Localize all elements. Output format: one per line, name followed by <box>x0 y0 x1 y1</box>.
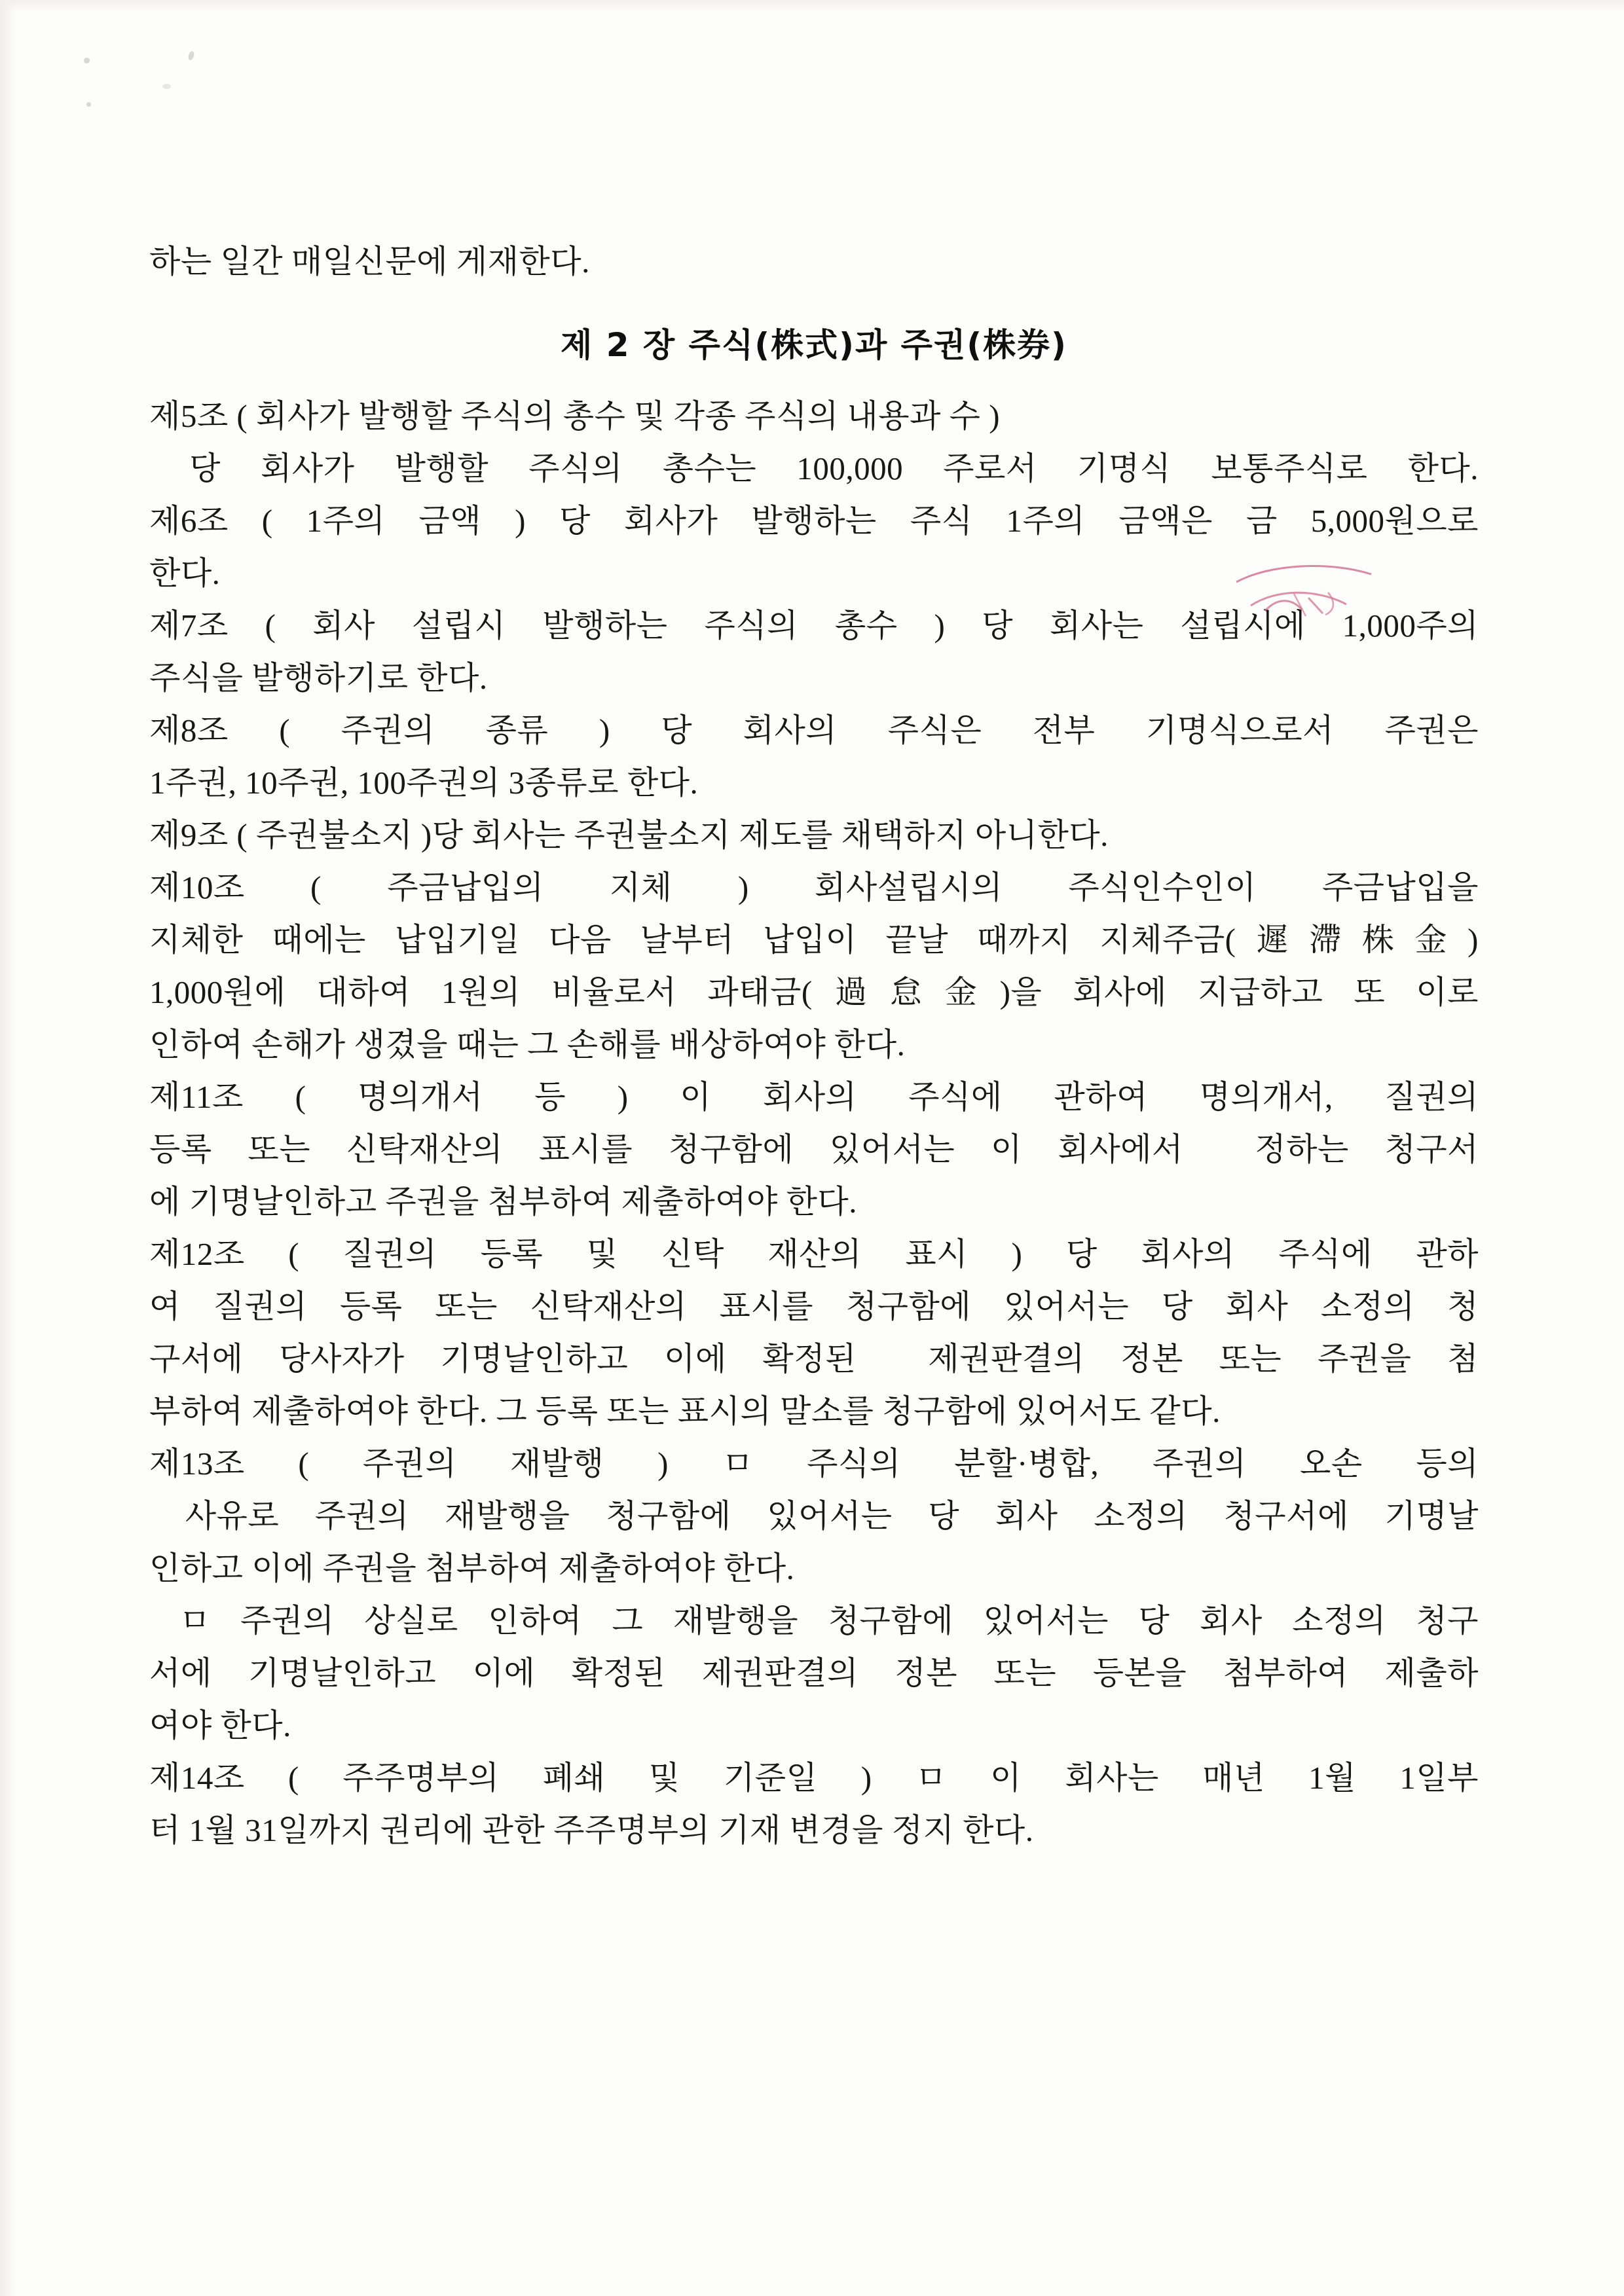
article-line: 제5조 ( 회사가 발행할 주식의 총수 및 각종 주식의 내용과 수 ) <box>149 398 1001 434</box>
article-line: 당 회사가 발행할 주식의 총수는 100,000 주로서 기명식 보통주식로 한다. <box>149 450 1479 486</box>
article-line: 사유로 주권의 재발행을 청구함에 있어서는 당 회사 소정의 청구서에 기명날 <box>149 1498 1479 1534</box>
article-12 <box>149 1228 1479 1438</box>
article-line: 여 질권의 등록 또는 신탁재산의 표시를 청구함에 있어서는 당 회사 소정의 청 <box>149 1288 1479 1324</box>
article-line: 서에 기명날인하고 이에 확정된 제권판결의 정본 또는 등본을 첨부하여 제출하 <box>149 1655 1479 1691</box>
scan-speck <box>187 50 195 61</box>
article-line: 부하여 제출하여야 한다. 그 등록 또는 표시의 말소를 청구함에 있어서도 같다. <box>149 1393 1221 1429</box>
article-line: 1주권, 10주권, 100주권의 3종류로 한다. <box>149 765 699 801</box>
article-line: 제6조 ( 1주의 금액 ) 당 회사가 발행하는 주식 1주의 금액은 금 5,000원으로 <box>149 503 1479 539</box>
article-line: 등록 또는 신탁재산의 표시를 청구함에 있어서는 이 회사에서 정하는 청구서 <box>149 1131 1479 1167</box>
scan-edge-left <box>0 0 17 2296</box>
article-line: 주식을 발행하기로 한다. <box>149 660 488 696</box>
article-8 <box>149 704 1479 809</box>
article-7 <box>149 600 1479 704</box>
scan-edge-top <box>0 0 1624 12</box>
article-line: 제14조 ( 주주명부의 폐쇄 및 기준일 ) ㅁ 이 회사는 매년 1월 1일부 <box>149 1760 1479 1796</box>
article-line: 제11조 ( 명의개서 등 ) 이 회사의 주식에 관하여 명의개서, 질권의 <box>149 1079 1479 1115</box>
article-line: 제13조 ( 주권의 재발행 ) ㅁ 주식의 분할·병합, 주권의 오손 등의 <box>149 1446 1479 1482</box>
article-line: ㅁ 주권의 상실로 인하여 그 재발행을 청구함에 있어서는 당 회사 소정의 청구 <box>149 1603 1479 1639</box>
article-line: 지체한 때에는 납입기일 다음 날부터 납입이 끝날 때까지 지체주금(遲滯株金) <box>149 922 1479 958</box>
chapter-heading: 제 2 장 주식(株式)과 주권(株券) <box>561 326 1067 364</box>
document-body <box>149 236 1479 1857</box>
article-line: 1,000원에 대하여 1원의 비율로서 과태금(過怠金)을 회사에 지급하고 또 이로 <box>149 974 1479 1010</box>
article-line: 한다. <box>149 555 221 591</box>
article-10 <box>149 862 1479 1071</box>
article-line: 에 기명날인하고 주권을 첨부하여 제출하여야 한다. <box>149 1184 858 1220</box>
scan-speck <box>86 102 91 107</box>
article-9 <box>149 809 1479 862</box>
scan-speck <box>84 58 90 64</box>
article-line: 구서에 당사자가 기명날인하고 이에 확정된 제권판결의 정본 또는 주권을 첨 <box>149 1341 1479 1377</box>
article-5 <box>149 390 1479 495</box>
article-14 <box>149 1752 1479 1857</box>
article-line: 제7조 ( 회사 설립시 발행하는 주식의 총수 ) 당 회사는 설립시에 1,000주의 <box>149 608 1479 644</box>
article-11 <box>149 1071 1479 1228</box>
article-line: 인하고 이에 주권을 첨부하여 제출하여야 한다. <box>149 1550 795 1586</box>
article-6 <box>149 495 1479 600</box>
article-line: 제8조 ( 주권의 종류 ) 당 회사의 주식은 전부 기명식으로서 주권은 <box>149 712 1479 748</box>
article-line: 제12조 ( 질권의 등록 및 신탁 재산의 표시 ) 당 회사의 주식에 관하 <box>149 1236 1479 1272</box>
article-line: 여야 한다. <box>149 1707 291 1743</box>
article-line: 터 1월 31일까지 권리에 관한 주주명부의 기재 변경을 정지 한다. <box>149 1812 1034 1848</box>
article-line: 인하여 손해가 생겼을 때는 그 손해를 배상하여야 한다. <box>149 1027 906 1063</box>
article-line: 제9조 ( 주권불소지 )당 회사는 주권불소지 제도를 채택하지 아니한다. <box>149 817 1109 853</box>
scan-speck <box>162 84 171 89</box>
page-top-continuation-line: 하는 일간 매일신문에 게재한다. <box>149 244 590 280</box>
article-13 <box>149 1438 1479 1752</box>
article-line: 제10조 ( 주금납입의 지체 ) 회사설립시의 주식인수인이 주금납입을 <box>149 869 1479 905</box>
